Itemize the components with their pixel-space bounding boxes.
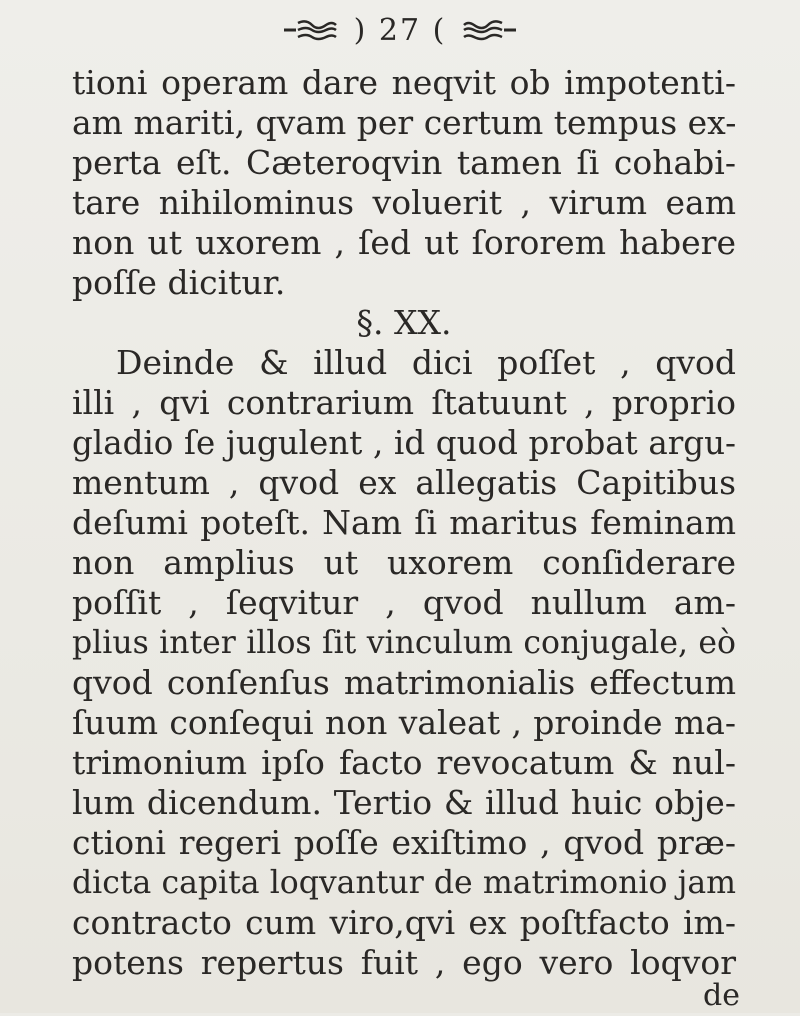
text-line: qvod conſenſus matrimonialis effectum bbox=[72, 663, 736, 702]
running-header bbox=[0, 6, 800, 54]
page-number: ) 27 ( bbox=[353, 12, 447, 48]
text-line: deſumi poteſt. Nam ſi maritus feminam bbox=[72, 503, 736, 542]
text-line: lum dicendum. Tertio & illud huic obje- bbox=[72, 783, 736, 822]
text-line: tare nihilominus voluerit , virum eam bbox=[72, 183, 736, 222]
text-line: am mariti, qvam per certum tempus ex- bbox=[72, 103, 737, 142]
section-heading: §. XX. bbox=[356, 303, 452, 342]
text-line: perta eſt. Cæteroqvin tamen ſi cohabi- bbox=[72, 143, 736, 182]
text-line: gladio ſe jugulent , id quod probat argu- bbox=[72, 424, 736, 462]
text-line: non amplius ut uxorem conſiderare bbox=[72, 543, 736, 582]
catchword: de bbox=[703, 978, 740, 1013]
left-ornament-icon bbox=[282, 19, 338, 41]
text-line: mentum , qvod ex allegatis Capitibus bbox=[72, 463, 736, 502]
text-line: dicta capita loqvantur de matrimonio jam bbox=[72, 865, 736, 901]
text-line: ſuum conſequi non valeat , proinde ma- bbox=[72, 703, 736, 742]
text-line: poſſe dicitur. bbox=[72, 263, 286, 302]
text-line: Deinde & illud dici poſſet , qvod bbox=[116, 343, 736, 382]
right-ornament-icon bbox=[462, 19, 518, 41]
text-line: contracto cum viro,qvi ex poſtfacto im- bbox=[72, 903, 736, 942]
text-line: ctioni regeri poſſe exiſtimo , qvod præ- bbox=[72, 823, 736, 862]
text-line: plius inter illos ſit vinculum conjugale, eò bbox=[72, 625, 736, 661]
text-line: non ut uxorem , ſed ut ſororem habere bbox=[72, 223, 736, 262]
text-line: illi , qvi contrarium ſtatuunt , proprio bbox=[72, 383, 736, 422]
text-line: potens repertus fuit , ego vero loqvor bbox=[72, 943, 736, 982]
text-line: poſſit , ſeqvitur , qvod nullum am- bbox=[72, 583, 736, 622]
text-line: tioni operam dare neqvit ob impotenti- bbox=[72, 63, 736, 102]
text-line: trimonium ipſo facto revocatum & nul- bbox=[72, 743, 736, 782]
